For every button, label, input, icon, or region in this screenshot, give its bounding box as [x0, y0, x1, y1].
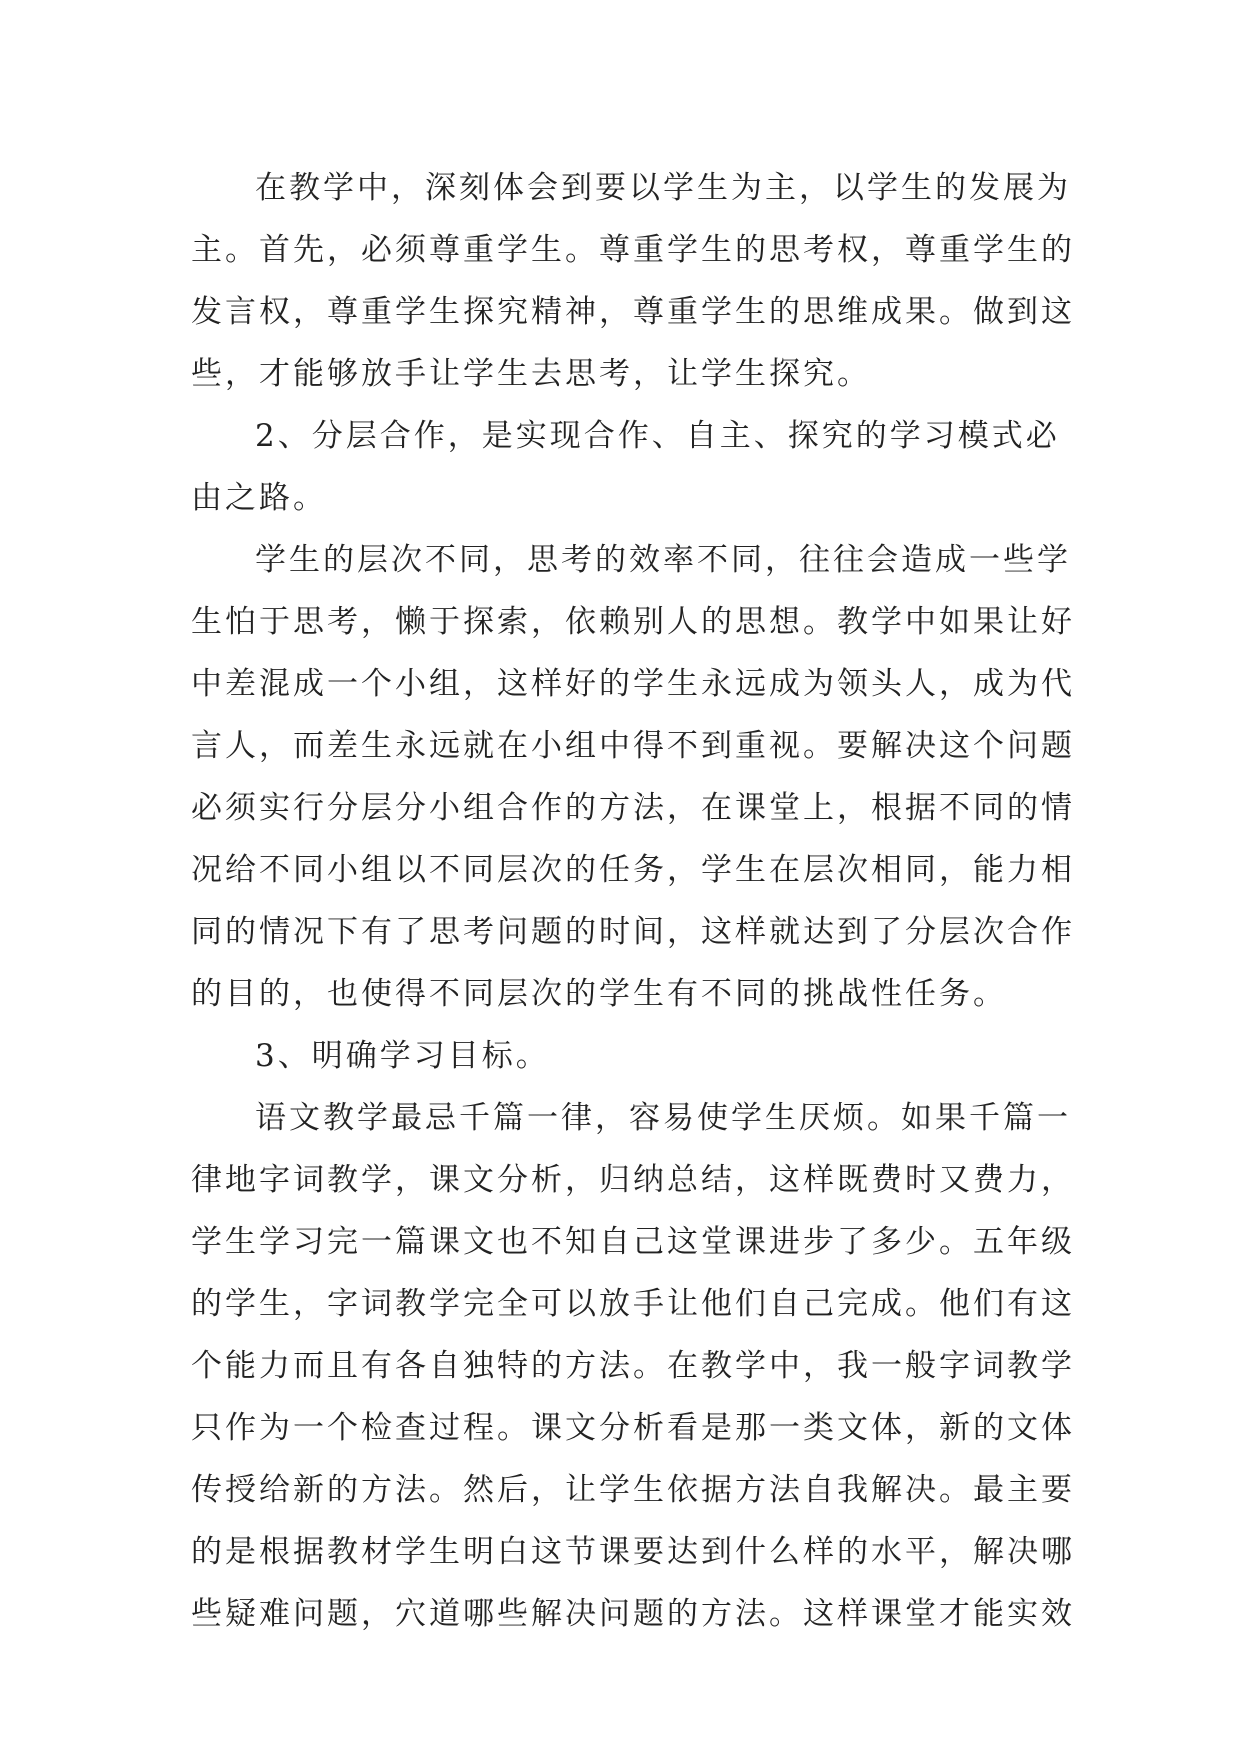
text-line: 些，才能够放手让学生去思考，让学生探究。 [191, 356, 871, 392]
text-line: 的是根据教材学生明白这节课要达到什么样的水平，解决哪 [191, 1534, 1075, 1570]
text-line: 的学生，字词教学完全可以放手让他们自己完成。他们有这 [191, 1286, 1075, 1322]
text-line: 况给不同小组以不同层次的任务，学生在层次相同，能力相 [191, 852, 1075, 888]
text-line: 发言权，尊重学生探究精神，尊重学生的思维成果。做到这 [191, 294, 1075, 330]
text-line: 传授给新的方法。然后，让学生依据方法自我解决。最主要 [191, 1472, 1075, 1508]
text-line: 个能力而且有各自独特的方法。在教学中，我一般字词教学 [191, 1348, 1075, 1384]
text-line: 律地字词教学，课文分析，归纳总结，这样既费时又费力， [191, 1162, 1075, 1198]
text-line: 在教学中，深刻体会到要以学生为主，以学生的发展为 [255, 170, 1071, 206]
text-line: 3、明确学习目标。 [255, 1038, 550, 1074]
text-line: 中差混成一个小组，这样好的学生永远成为领头人，成为代 [191, 666, 1075, 702]
text-line: 些疑难问题，穴道哪些解决问题的方法。这样课堂才能实效 [191, 1596, 1075, 1632]
text-line: 主。首先，必须尊重学生。尊重学生的思考权，尊重学生的 [191, 232, 1075, 268]
text-line: 必须实行分层分小组合作的方法，在课堂上，根据不同的情 [191, 790, 1075, 826]
text-line: 语文教学最忌千篇一律，容易使学生厌烦。如果千篇一 [255, 1100, 1071, 1136]
text-line: 言人，而差生永远就在小组中得不到重视。要解决这个问题 [191, 728, 1075, 764]
text-line: 只作为一个检查过程。课文分析看是那一类文体，新的文体 [191, 1410, 1075, 1446]
text-line: 由之路。 [191, 480, 327, 516]
text-line: 同的情况下有了思考问题的时间，这样就达到了分层次合作 [191, 914, 1075, 950]
text-line: 学生的层次不同，思考的效率不同，往往会造成一些学 [255, 542, 1071, 578]
text-line: 生怕于思考，懒于探索，依赖别人的思想。教学中如果让好 [191, 604, 1075, 640]
text-line: 2、分层合作，是实现合作、自主、探究的学习模式必 [255, 418, 1060, 454]
text-line: 的目的，也使得不同层次的学生有不同的挑战性任务。 [191, 976, 1007, 1012]
document-body [191, 157, 1075, 1645]
text-line: 学生学习完一篇课文也不知自己这堂课进步了多少。五年级 [191, 1224, 1075, 1260]
